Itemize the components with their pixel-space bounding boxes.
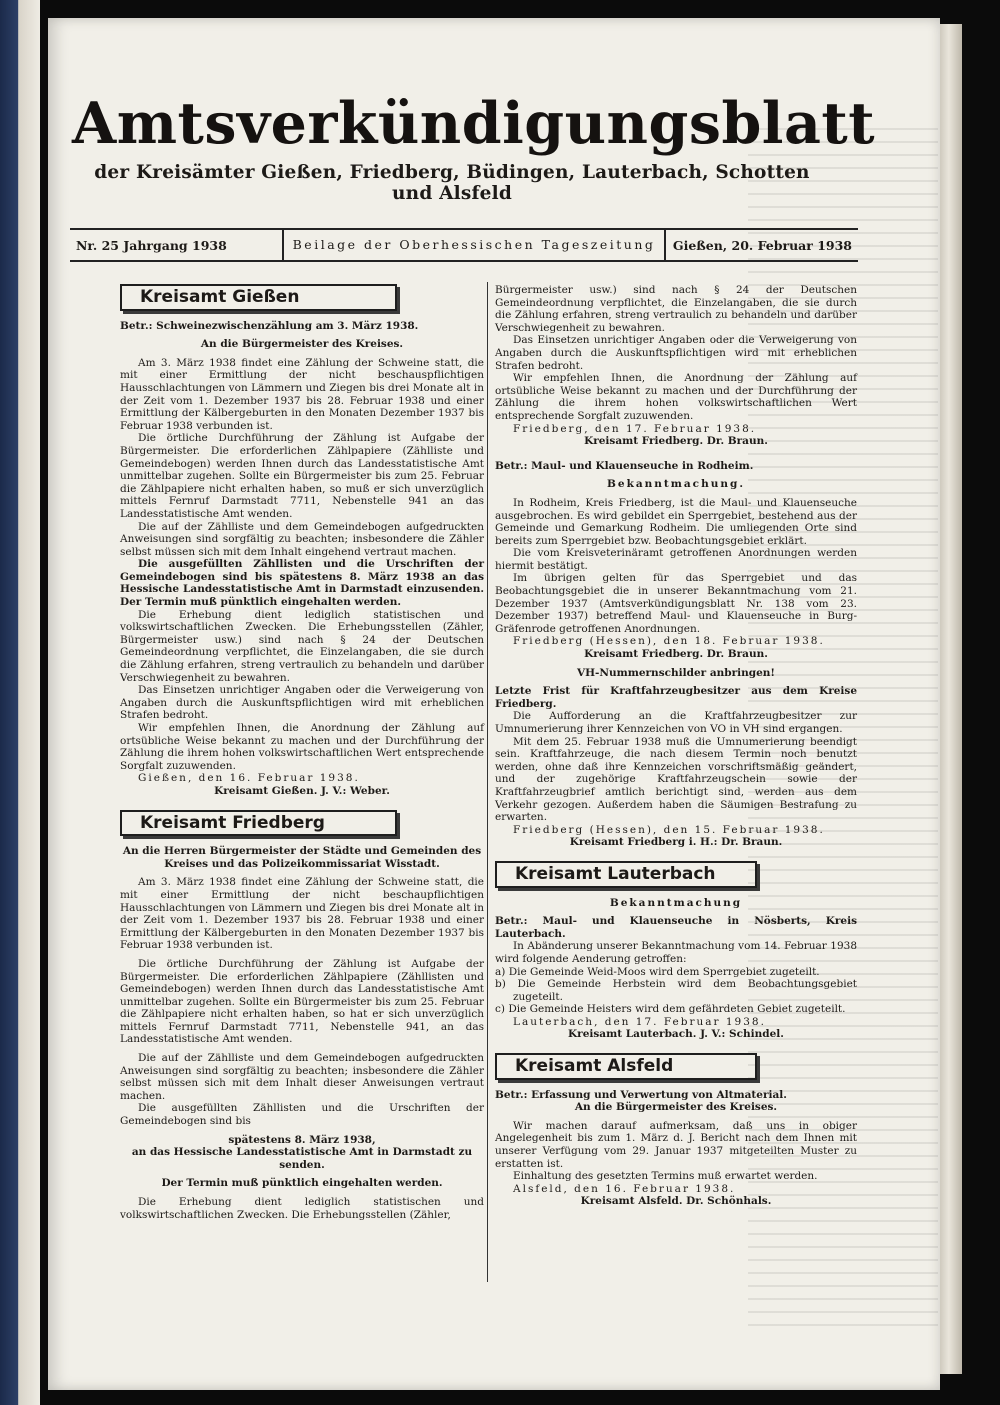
deadline-note: Der Termin muß pünktlich eingehalten werden.: [161, 1177, 443, 1190]
column-divider: [487, 282, 488, 1282]
list-item: c) Die Gemeinde Heisters wird dem gefährdeten Gebiet zugeteilt.: [495, 1003, 846, 1016]
amendment-list: [495, 966, 857, 1016]
signature: Kreisamt Lauterbach. J. V.: Schindel.: [568, 1028, 784, 1041]
signature: Kreisamt Friedberg. Dr. Braun.: [584, 435, 768, 448]
paragraph: In Rodheim, Kreis Friedberg, ist die Maul- und Klauenseuche ausgebrochen. Es wird gebildet ein Sperrgebiet, bestehend aus der Gemeinde und Gemarkung Rodheim. Die umliegenden Orte sind bereits zum Sperrgebiet bzw. Beobachtungsgebiet erklärt.: [495, 496, 857, 547]
paragraph: Das Einsetzen unrichtiger Angaben oder die Verweigerung von Angaben durch die Auskunftspflichtigen wird mit erheblichen Strafen bedroht.: [120, 684, 484, 722]
subject-line: Betr.: Maul- und Klauenseuche in Nösberts, Kreis Lauterbach.: [495, 915, 857, 940]
paragraph: Einhaltung des gesetzten Termins muß erwartet werden.: [513, 1170, 818, 1183]
place-date: Gießen, den 16. Februar 1938.: [138, 772, 360, 785]
paragraph-continued: Bürgermeister usw.) sind nach § 24 der Deutschen Gemeindeordnung verpflichtet, die Einzelangaben, die sie durch die Zählung erfahren, streng vertraulich zu behandeln und darüber Verschwiegenheit zu bewahren.: [495, 284, 857, 334]
paragraph: Die auf der Zählliste und dem Gemeindebogen aufgedruckten Anweisungen sind sorgfältig zu beachten; insbesondere die Zähler selbst müssen sich mit dem Inhalt dieser Anweisungen vertraut machen.: [120, 1052, 484, 1102]
list-item: a) Die Gemeinde Weid-Moos wird dem Sperrgebiet zugeteilt.: [495, 965, 820, 978]
issue-info-bar: [70, 228, 858, 262]
paragraph: Die vom Kreisveterinäramt getroffenen Anordnungen werden hiermit bestätigt.: [495, 547, 857, 572]
subject-line: Betr.: Erfassung und Verwertung von Altmaterial.: [495, 1088, 787, 1101]
left-column: [120, 284, 484, 1221]
paragraph: Wir empfehlen Ihnen, die Anordnung der Zählung auf ortsübliche Weise bekannt zu machen und der Durchführung der Zählung die ihrem hohen volkswirtschaftlichen Wert entsprechende Sorgfalt zuzuwenden.: [495, 372, 857, 422]
notice-label: Bekanntmachung: [609, 896, 743, 909]
paragraph-deadline: Die ausgefüllten Zähllisten und die Urschriften der Gemeindebogen sind bis spätestens 8. März 1938 an das Hessische Landesstatistische Amt in Darmstadt einzusenden. Der Termin muß pünktlich eingehalten werden.: [120, 558, 484, 609]
paragraph: Die örtliche Durchführung der Zählung ist Aufgabe der Bürgermeister. Die erforderlichen Zählpapiere (Zählliste und Gemeindebogen) werden Ihnen durch das Landesstatistische Amt unmittelbar zugehen. Sollte ein Bürgermeister bis zum 25. Februar die Zählpapiere nicht erhalten haben, so muß er sich unverzüglich mittels Fernruf Darmstadt 7711, Nebenstelle 941 an das Landesstatistische Amt wenden.: [120, 432, 484, 520]
subject-line: Betr.: Schweinezwischenzählung am 3. März 1938.: [120, 319, 419, 332]
place-date: Friedberg (Hessen), den 18. Februar 1938.: [513, 635, 825, 648]
page-stack-edge: [940, 24, 962, 1374]
signature: Kreisamt Friedberg. Dr. Braun.: [584, 648, 768, 661]
paragraph: Wir machen darauf aufmerksam, daß uns in obiger Angelegenheit bis zum 1. März d. J. Bericht nach dem Ihnen mit unserer Verfügung vom 29. Januar 1937 mitgeteilten Muster zu erstatten ist.: [495, 1119, 857, 1170]
paragraph: Die Erhebung dient lediglich statistischen und volkswirtschaftlichen Zwecken. Die Erhebungsstellen (Zähler,: [120, 1196, 484, 1221]
section-heading-alsfeld: Kreisamt Alsfeld: [495, 1053, 757, 1080]
paragraph: Am 3. März 1938 findet eine Zählung der Schweine statt, die mit einer Ermittlung der nicht beschauspflichtigen Hausschlachtungen von Lämmern und Ziegen bis drei Monate alt in der Zeit vom 1. Dezember 1937 bis 28. Februar 1938 und einer Ermittlung der Kälbergeburten in den Monaten Dezember 1937 bis Februar 1938 verbunden ist.: [120, 356, 484, 432]
addressee: An die Herren Bürgermeister der Städte und Gemeinden des Kreises und das Polizeikommissariat Wisstadt.: [122, 845, 482, 870]
section-heading-friedberg: Kreisamt Friedberg: [120, 810, 397, 837]
subject-line: Betr.: Maul- und Klauenseuche in Rodheim.: [495, 459, 754, 472]
paragraph: Die ausgefüllten Zähllisten und die Urschriften der Gemeindebogen sind bis: [120, 1102, 484, 1128]
right-column: [495, 284, 857, 1208]
paragraph: Wir empfehlen Ihnen, die Anordnung der Zählung auf ortsübliche Weise bekannt zu machen und der Durchführung der Zählung die ihrem hohen volkswirtschaftlichen Wert entsprechende Sorgfalt zuzuwenden.: [120, 722, 484, 772]
paragraph: Die Erhebung dient lediglich statistischen und volkswirtschaftlichen Zwecken. Die Erhebungsstellen (Zähler, Bürgermeister usw.) sind nach § 24 der Deutschen Gemeindeordnung verpflichtet, die Einzelangaben, die sie durch die Zählung erfahren, streng vertraulich zu behandeln und darüber Verschwiegenheit zu bewahren.: [120, 608, 484, 684]
addressee: An die Bürgermeister des Kreises.: [574, 1101, 778, 1114]
paragraph: Die örtliche Durchführung der Zählung ist Aufgabe der Bürgermeister. Die erforderlichen Zählpapiere (Zähllisten und Gemeindebogen) werden Ihnen durch das Landesstatistische Amt unmittelbar zugehen. Sollte ein Bürgermeister bis zum 25. Februar die Zählpapiere nicht erhalten haben, so hat er sich unverzüglich mittels Fernruf Darmstadt 7711, Nebenstelle 941, an das Landesstatistische Amt wenden.: [120, 957, 484, 1046]
notice-subheadline: Letzte Frist für Kraftfahrzeugbesitzer aus dem Kreise Friedberg.: [495, 685, 857, 710]
signature: Kreisamt Gießen. J. V.: Weber.: [214, 784, 390, 797]
newspaper-subtitle: der Kreisämter Gießen, Friedberg, Büdingen, Lauterbach, Schotten und Alsfeld: [94, 162, 810, 204]
newspaper-title: Amtsverkündigungsblatt: [72, 90, 876, 157]
place-date: Friedberg (Hessen), den 15. Februar 1938.: [513, 823, 825, 836]
masthead: [72, 90, 876, 204]
place-date: Lauterbach, den 17. Februar 1938.: [513, 1015, 766, 1028]
list-item: b) Die Gemeinde Herbstein wird dem Beobachtungsgebiet zugeteilt.: [495, 978, 857, 1003]
issue-number: Nr. 25 Jahrgang 1938: [76, 237, 227, 253]
place-date: Friedberg, den 17. Februar 1938.: [513, 422, 757, 435]
binding-spine: [0, 0, 40, 1405]
signature: Kreisamt Alsfeld. Dr. Schönhals.: [580, 1195, 772, 1208]
supplement-label: Beilage der Oberhessischen Tageszeitung: [282, 230, 666, 260]
paragraph: Im übrigen gelten für das Sperrgebiet und das Beobachtungsgebiet die in unserer Bekanntmachung vom 21. Dezember 1937 (Amtsverkündigungsblatt Nr. 138 vom 23. Dezember 1937) betreffend Maul- und Klauenseuche in Burg-Gräfenrode getroffenen Anordnungen.: [495, 572, 857, 635]
issue-date: Gießen, 20. Februar 1938: [672, 237, 852, 253]
section-heading-lauterbach: Kreisamt Lauterbach: [495, 861, 757, 888]
deadline-line: spätestens 8. März 1938,: [228, 1133, 376, 1146]
signature: Kreisamt Friedberg i. H.: Dr. Braun.: [569, 836, 783, 849]
section-heading-giessen: Kreisamt Gießen: [120, 284, 397, 311]
paragraph: Das Einsetzen unrichtiger Angaben oder die Verweigerung von Angaben durch die Auskunftspflichtigen wird mit erheblichen Strafen bedroht.: [495, 334, 857, 372]
addressee: An die Bürgermeister des Kreises.: [200, 338, 404, 351]
paragraph: In Abänderung unserer Bekanntmachung vom 14. Februar 1938 wird folgende Aenderung getroffen:: [495, 940, 857, 965]
paragraph: Am 3. März 1938 findet eine Zählung der Schweine statt, die mit einer Ermittlung der nicht beschaupflichtigen Hausschlachtungen von Lämmern und Ziegen bis drei Monate alt in der Zeit vom 1. Dezember 1937 bis 28. Februar 1938 und einer Ermittlung der Kälbergeburten in den Monaten Dezember 1937 bis Februar 1938 verbunden ist.: [120, 876, 484, 952]
paragraph: Die auf der Zählliste und dem Gemeindebogen aufgedruckten Anweisungen sind sorgfältig zu beachten; insbesondere die Zähler selbst müssen sich mit dem Inhalt eingehend vertraut machen.: [120, 520, 484, 558]
paragraph: Die Aufforderung an die Kraftfahrzeugbesitzer zur Umnumerierung ihrer Kennzeichen von VO in VH sind ergangen.: [495, 710, 857, 735]
place-date: Alsfeld, den 16. Februar 1938.: [513, 1182, 736, 1195]
notice-label: Bekanntmachung.: [607, 478, 745, 491]
paragraph: Mit dem 25. Februar 1938 muß die Umnumerierung beendigt sein. Kraftfahrzeuge, die nach diesem Termin noch benutzt werden, ohne daß ihre Kennzeichen vorschriftsmäßig geändert, und der zugehörige Kraftfahrzeugschein sowie der Kraftfahrzeugbrief amtlich berichtigt sind, werden aus dem Verkehr gezogen. Außerdem haben die Säumigen Bestrafung zu erwarten.: [495, 735, 857, 824]
notice-headline: VH-Nummernschilder anbringen!: [576, 666, 776, 679]
deadline-line: an das Hessische Landesstatistische Amt in Darmstadt zu senden.: [131, 1146, 473, 1171]
